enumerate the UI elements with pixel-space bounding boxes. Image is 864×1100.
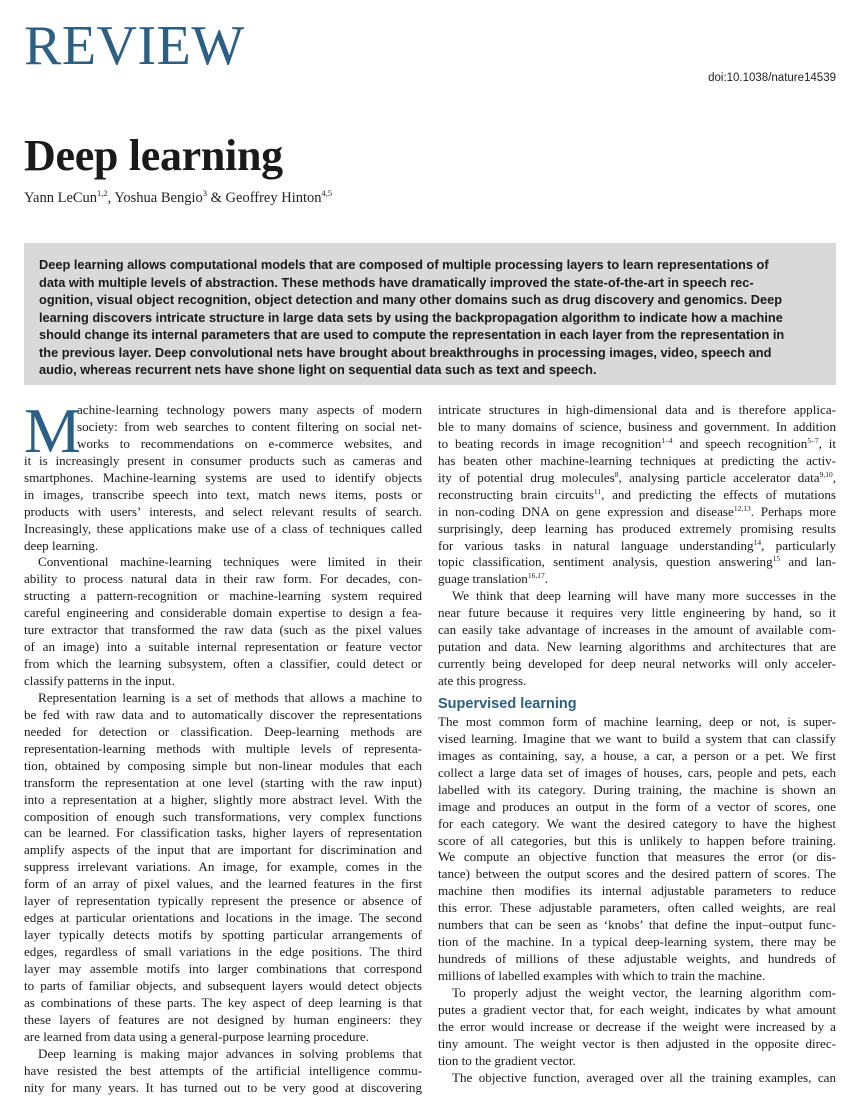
text-line: tion to the gradient vector.	[438, 1052, 576, 1068]
text-line: putation and data. New learning algorithms and architectures that are	[438, 639, 836, 655]
text-line: tiny amount. The weight vector is then adjusted in the opposite direc-	[438, 1035, 836, 1051]
text-run: for various tasks in natural language understanding	[438, 537, 754, 553]
text-run: reconstructing brain circuits	[438, 486, 594, 502]
text-run: to beating records in image recognition	[438, 435, 662, 451]
text-line: as combinations of these parts. The key aspect of deep learning is that	[24, 994, 422, 1010]
text-line	[438, 504, 836, 521]
text-line: works to recommendations on e-commerce websites, and	[77, 435, 422, 451]
text-line: the error would increase or decrease if the weight were increased by a	[438, 1018, 836, 1034]
text-line: these layers of features are not designed by human engineers: they	[24, 1011, 422, 1027]
text-line: are learned from data using a general-purpose learning procedure.	[24, 1028, 370, 1044]
citation-ref[interactable]: 8	[614, 469, 619, 479]
text-line: We compute an objective function that measures the error (or dis-	[438, 849, 836, 865]
body-column-right	[438, 402, 836, 1087]
text-line: ble to many domains of science, business and government. In addition	[438, 418, 836, 434]
text-line: tion of the machine. In a typical deep-learning system, there may be	[438, 934, 836, 950]
abstract-line: learning discovers intricate structure in large data sets by using the backpropagation algorithm to indicate how a machine	[39, 309, 783, 325]
text-line: Conventional machine-learning techniques were limited in their	[38, 554, 422, 570]
text-line: millions of labelled examples with which to train the machine.	[438, 968, 766, 983]
text-line: images as containing, say, a house, a car, a person or a pet. We first	[438, 747, 836, 763]
text-line: To properly adjust the weight vector, the learning algorithm com-	[452, 984, 836, 1000]
text-line: image and produces an output in the form of a vector of scores, one	[438, 798, 836, 814]
abstract-line: audio, whereas recurrent nets have shone light on sequential data such as text and speech.	[39, 362, 597, 377]
abstract-line: ognition, visual object recognition, object detection and many other domains such as drug discovery and genomics. Deep	[39, 292, 783, 307]
text-run: , it	[818, 435, 836, 451]
text-line: can be learned. For classification tasks, higher layers of representation	[24, 825, 422, 841]
text-line: has beaten other machine-learning techniques at predicting the activ-	[438, 452, 836, 468]
text-line: The objective function, averaged over all the training examples, can	[452, 1069, 836, 1085]
text-line: numbers that can be seen as ‘knobs’ that define the input–output func-	[438, 917, 836, 933]
text-line: putes a gradient vector that, for each weight, indicates by what amount	[438, 1001, 836, 1017]
text-line: suppress irrelevant variations. An image, for example, comes in the	[24, 859, 422, 875]
text-line: this error. These adjustable parameters, often called weights, are real	[438, 900, 836, 916]
author-name[interactable]: Yoshua Bengio	[114, 190, 203, 206]
citation-ref[interactable]: 15	[772, 554, 781, 564]
text-run: . Perhaps more	[750, 503, 836, 519]
text-run: ,	[832, 469, 836, 485]
author-affiliation: 4,5	[321, 188, 333, 199]
text-line: society: from web searches to content filtering on social net-	[77, 418, 422, 434]
citation-ref[interactable]: 11	[593, 486, 602, 496]
text-run: .	[544, 571, 548, 587]
text-line	[438, 436, 836, 453]
text-line: be fed with raw data and to automatically discover the representations	[24, 706, 422, 722]
text-line: composition of enough such transformations, very complex functions	[24, 808, 422, 824]
text-line: collect a large data set of images of houses, cars, people and pets, each	[438, 764, 836, 780]
text-line: near future because it requires very little engineering by hand, so it	[438, 605, 836, 621]
drop-cap: M	[24, 395, 81, 466]
abstract-line: data with multiple levels of abstraction. These methods have dramatically improved the state-of-the-art in speech rec-	[39, 274, 754, 290]
abstract-box	[24, 243, 836, 385]
body-column-left	[24, 395, 422, 1096]
text-line: into a representation at a higher, slightly more abstract level. With the	[24, 791, 422, 807]
text-line: structing a pattern-recognition or machine-learning system required	[24, 588, 422, 604]
text-line: Representation learning is a set of methods that allows a machine to	[38, 689, 422, 705]
text-line: can easily take advantage of increases in the amount of available com-	[438, 622, 836, 638]
text-line: The most common form of machine learning, deep or not, is super-	[438, 713, 836, 729]
text-line: ability to process natural data in their raw form. For decades, con-	[24, 571, 422, 587]
text-line: tion, obtained by composing simple but non-linear modules that each	[24, 757, 422, 773]
text-run: , and predicting the effects of mutations	[601, 486, 837, 502]
text-line: intricate structures in high-dimensional data and is therefore applica-	[438, 402, 836, 417]
text-line: We think that deep learning will have many more successes in the	[452, 588, 836, 604]
text-line: machine then modifies its internal adjustable parameters to reduce	[438, 883, 836, 899]
text-line: have resisted the best attempts of the artificial intelligence commu-	[24, 1062, 422, 1078]
text-line: amplify aspects of the input that are important for discrimination and	[24, 842, 422, 858]
author-separator: &	[207, 190, 226, 206]
author-name[interactable]: Geoffrey Hinton	[225, 190, 322, 206]
section-masthead: REVIEW	[24, 15, 245, 77]
text-line: layer may assemble motifs into larger combinations that correspond	[24, 960, 422, 976]
text-line: tance) between the output scores and the desired pattern of scores. The	[438, 866, 836, 882]
citation-ref[interactable]: 16,17	[527, 571, 545, 581]
text-line: surprisingly, deep learning has produced extremely promising results	[438, 520, 836, 536]
text-run: in non-coding DNA on gene expression and disease	[438, 503, 734, 519]
text-line: to parts of familiar objects, and subsequent layers would detect objects	[24, 977, 422, 993]
text-line: nity for many years. It has turned out to be very good at discovering	[24, 1079, 422, 1095]
doi-label[interactable]: doi:10.1038/nature14539	[708, 72, 836, 84]
text-run: , analysing particle accelerator data	[618, 469, 820, 485]
text-run: guage translation	[438, 571, 528, 587]
text-line	[438, 487, 836, 504]
text-line: achine-learning technology powers many aspects of modern	[77, 402, 422, 417]
text-line: smartphones. Machine-learning systems are used to identify objects	[24, 469, 422, 485]
text-line: products with users’ interests, and select relevant results of search.	[24, 503, 422, 519]
text-line: hundreds of millions of these adjustable weights, and hundreds of	[438, 951, 836, 967]
text-line	[438, 538, 836, 555]
text-line: representation-learning methods with multiple levels of representa-	[24, 740, 422, 756]
author-affiliation: 3	[202, 188, 207, 199]
citation-ref[interactable]: 12,13	[733, 503, 751, 513]
text-line: transform the representation at one level (starting with the raw input)	[24, 774, 422, 790]
text-line: Increasingly, these applications make use of a class of techniques called	[24, 520, 422, 536]
text-line: layer of representation typically represent the presence or absence of	[24, 893, 422, 909]
text-line: vised learning. Imagine that we want to build a system that can classify	[438, 730, 836, 746]
abstract-line: Deep learning allows computational models that are composed of multiple processing layers to learn representations of	[39, 257, 769, 272]
text-line: form of an array of pixel values, and the learned features in the first	[24, 876, 422, 892]
text-line: deep learning.	[24, 537, 99, 553]
text-line: of an image) into a suitable internal representation or feature vector	[24, 639, 422, 655]
text-line: ate this progress.	[438, 673, 527, 688]
citation-ref[interactable]: 5–7	[807, 435, 819, 445]
article-title: Deep learning	[24, 131, 283, 180]
text-run: , particularly	[761, 537, 836, 553]
text-line: it is increasingly present in consumer products such as cameras and	[24, 452, 422, 468]
text-line: edges at particular orientations and locations in the image. The second	[24, 910, 422, 926]
text-line: Deep learning is making major advances in solving problems that	[38, 1045, 422, 1061]
text-line: from which the learning subsystem, often a classifier, could detect or	[24, 656, 422, 672]
citation-ref[interactable]: 14	[753, 537, 762, 547]
author-affiliation: 1,2	[97, 188, 108, 199]
abstract-line: the previous layer. Deep convolutional nets have brought about breakthroughs in processing images, video, speech and	[39, 344, 772, 360]
text-line: currently being developed for deep neural networks will only acceler-	[438, 656, 836, 672]
abstract-line: should change its internal parameters that are used to compute the representation in each layer from the representation in	[39, 327, 785, 342]
author-separator: ,	[107, 190, 115, 206]
text-run: ity of potential drug molecules	[438, 469, 615, 485]
text-line: labelled with its category. During training, the machine is shown an	[438, 781, 836, 797]
text-line: classify patterns in the input.	[24, 673, 175, 688]
text-line	[438, 554, 836, 571]
section-heading: Supervised learning	[438, 695, 577, 712]
text-line	[438, 571, 836, 588]
text-line: layer typically detects motifs by spotting particular arrangements of	[24, 927, 422, 943]
text-line: score of all categories, but this is unlikely to happen before training.	[438, 832, 836, 848]
text-line: needed for detection or classification. Deep-learning methods are	[24, 723, 422, 739]
citation-ref[interactable]: 9,10	[819, 469, 833, 479]
text-line: in images, transcribe speech into text, match news items, posts or	[24, 486, 422, 502]
text-run: topic classification, sentiment analysis, question answering	[438, 554, 773, 570]
text-line: edges, regardless of small variations in the edge positions. The third	[24, 944, 422, 959]
text-run: and speech recognition	[672, 435, 808, 451]
author-list	[24, 190, 332, 207]
author-name[interactable]: Yann LeCun	[24, 190, 98, 206]
text-line: for each category. We want the desired category to have the highest	[438, 815, 836, 831]
citation-ref[interactable]: 1–4	[661, 435, 673, 445]
text-line: ture extractor that transformed the raw data (such as the pixel values	[24, 622, 422, 638]
text-run: and lan-	[780, 554, 836, 570]
text-line: careful engineering and considerable domain expertise to design a fea-	[24, 605, 422, 621]
text-line	[438, 470, 836, 487]
